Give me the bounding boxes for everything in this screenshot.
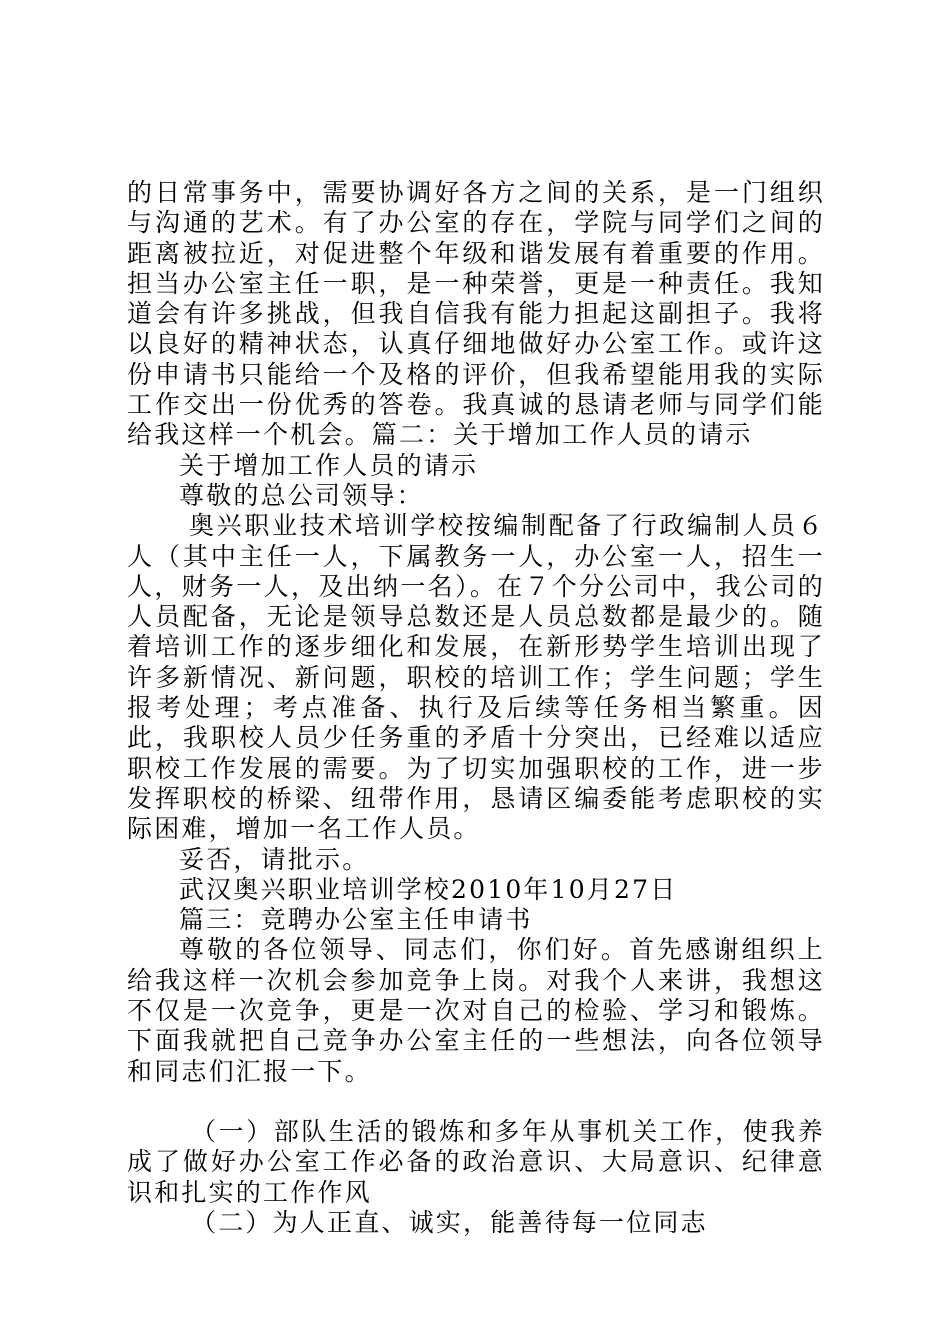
paragraph-gap	[127, 1087, 825, 1117]
paragraph-staffing-request: 奥兴职业技术培训学校按编制配备了行政编制人员６人（其中主任一人，下属教务一人，办公室一人，招生一人，财务一人，及出纳一名）。在７个分公司中，我公司的人员配备，无论是领导总数还是人员总数都是最少的。随着培训工作的逐步细化和发展，在新形势学生培训出现了许多新情况、新问题，职校的培训工作；学生问题；学生报考处理；考点准备、执行及后续等任务相当繁重。因此，我职校人员少任务重的矛盾十分突出，已经难以适应职校工作发展的需要。为了切实加强职校的工作，进一步发挥职校的桥梁、纽带作用，恳请区编委能考虑职校的实际困难，增加一名工作人员。	[127, 511, 825, 844]
request-title: 关于增加工作人员的请示	[179, 450, 479, 480]
section-title-part-three: 篇三：竞聘办公室主任申请书	[179, 905, 533, 935]
point-two: （二）为人正直、诚实，能善待每一位同志	[191, 1207, 708, 1237]
closing-approval: 妥否，请批示。	[179, 844, 370, 874]
paragraph-competition-intro: 尊敬的各位领导、同志们，你们好。首先感谢组织上给我这样一次机会参加竞争上岗。对我个人来讲，我想这不仅是一次竞争，更是一次对自己的检验、学习和锻炼。下面我就把自己竞争办公室主任的一些想法，向各位领导和同志们汇报一下。	[127, 935, 825, 1086]
document-body	[127, 178, 825, 1238]
signature-date: 武汉奥兴职业培训学校2010年10月27日	[179, 874, 678, 904]
paragraph-office-role: 的日常事务中，需要协调好各方之间的关系，是一门组织与沟通的艺术。有了办公室的存在，学院与同学们之间的距离被拉近，对促进整个年级和谐发展有着重要的作用。担当办公室主任一职，是一种荣誉，更是一种责任。我知道会有许多挑战，但我自信我有能力担起这副担子。我将以良好的精神状态，认真仔细地做好办公室工作。或许这份申请书只能给一个及格的评价，但我希望能用我的实际工作交出一份优秀的答卷。我真诚的恳请老师与同学们能给我这样一个机会。篇二：关于增加工作人员的请示	[127, 178, 825, 450]
point-one: （一）部队生活的锻炼和多年从事机关工作，使我养成了做好办公室工作必备的政治意识、大局意识、纪律意识和扎实的工作作风	[127, 1116, 825, 1207]
salutation-company-leaders: 尊敬的总公司领导：	[179, 480, 424, 510]
